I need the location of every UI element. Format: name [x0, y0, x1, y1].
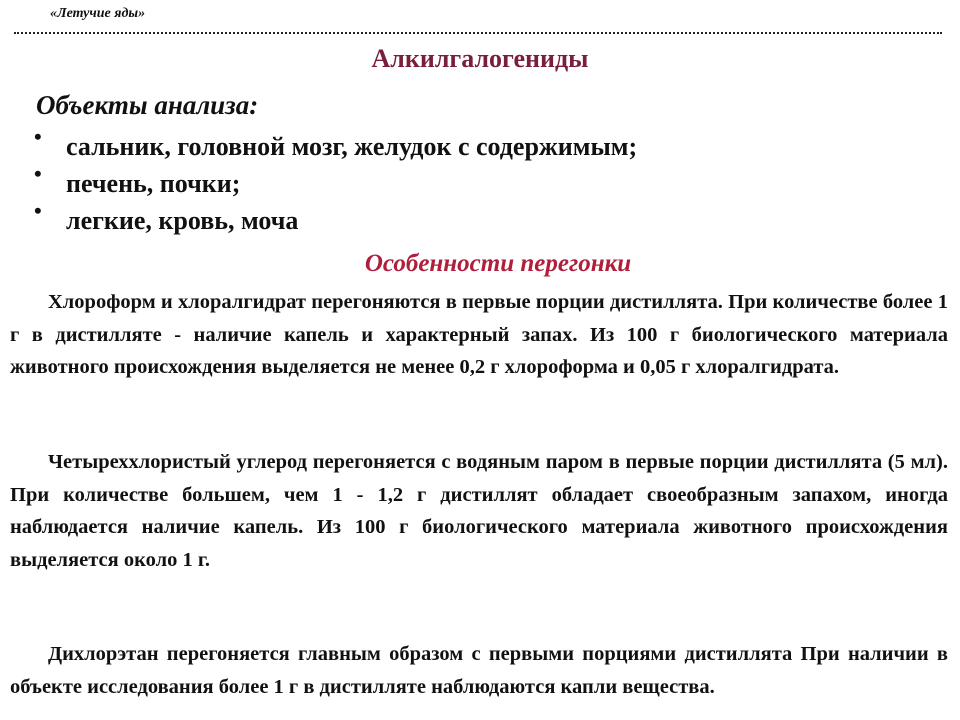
bullet-icon: • [34, 198, 42, 223]
paragraph-carbon-tetrachloride: Четыреххлористый углерод перегоняется с водяным паром в первые порции дистиллята (5 мл). При количестве большем, чем 1 - 1,2 г дистиллят обладает своеобразным запахом, иногда наблюдается наличие капель. Из 100 г биологического материала животного происхождения выделяется около 1 г. [10, 451, 948, 571]
list-item-text: печень, почки; [66, 169, 241, 198]
objects-list [34, 124, 638, 239]
paragraph-dichloroethane: Дихлорэтан перегоняется главным образом с первыми порциями дистиллята При наличии в объекте исследования более 1 г в дистилляте наблюдаются капли вещества. [10, 643, 948, 698]
list-item-text: сальник, головной мозг, желудок с содержимым; [66, 132, 638, 161]
section-heading: Особенности перегонки [364, 250, 632, 277]
bullet-icon: • [34, 124, 42, 149]
bullet-icon: • [34, 161, 42, 186]
list-item [34, 124, 638, 165]
slide-title: Алкилгалогениды [371, 44, 589, 73]
header-divider [14, 32, 942, 34]
list-item [34, 161, 637, 202]
paragraph-chloroform: Хлороформ и хлоралгидрат перегоняются в первые порции дистиллята. При количестве более 1 г в дистилляте - наличие капель и характерный запах. Из 100 г биологического материала животного происхождения выделяется не менее 0,2 г хлороформа и 0,05 г хлоралгидрата. [10, 291, 948, 378]
objects-heading: Объекты анализа: [36, 90, 259, 120]
header-label: «Летучие яды» [50, 6, 146, 21]
list-item-text: легкие, кровь, моча [66, 206, 299, 235]
list-item [34, 198, 637, 239]
